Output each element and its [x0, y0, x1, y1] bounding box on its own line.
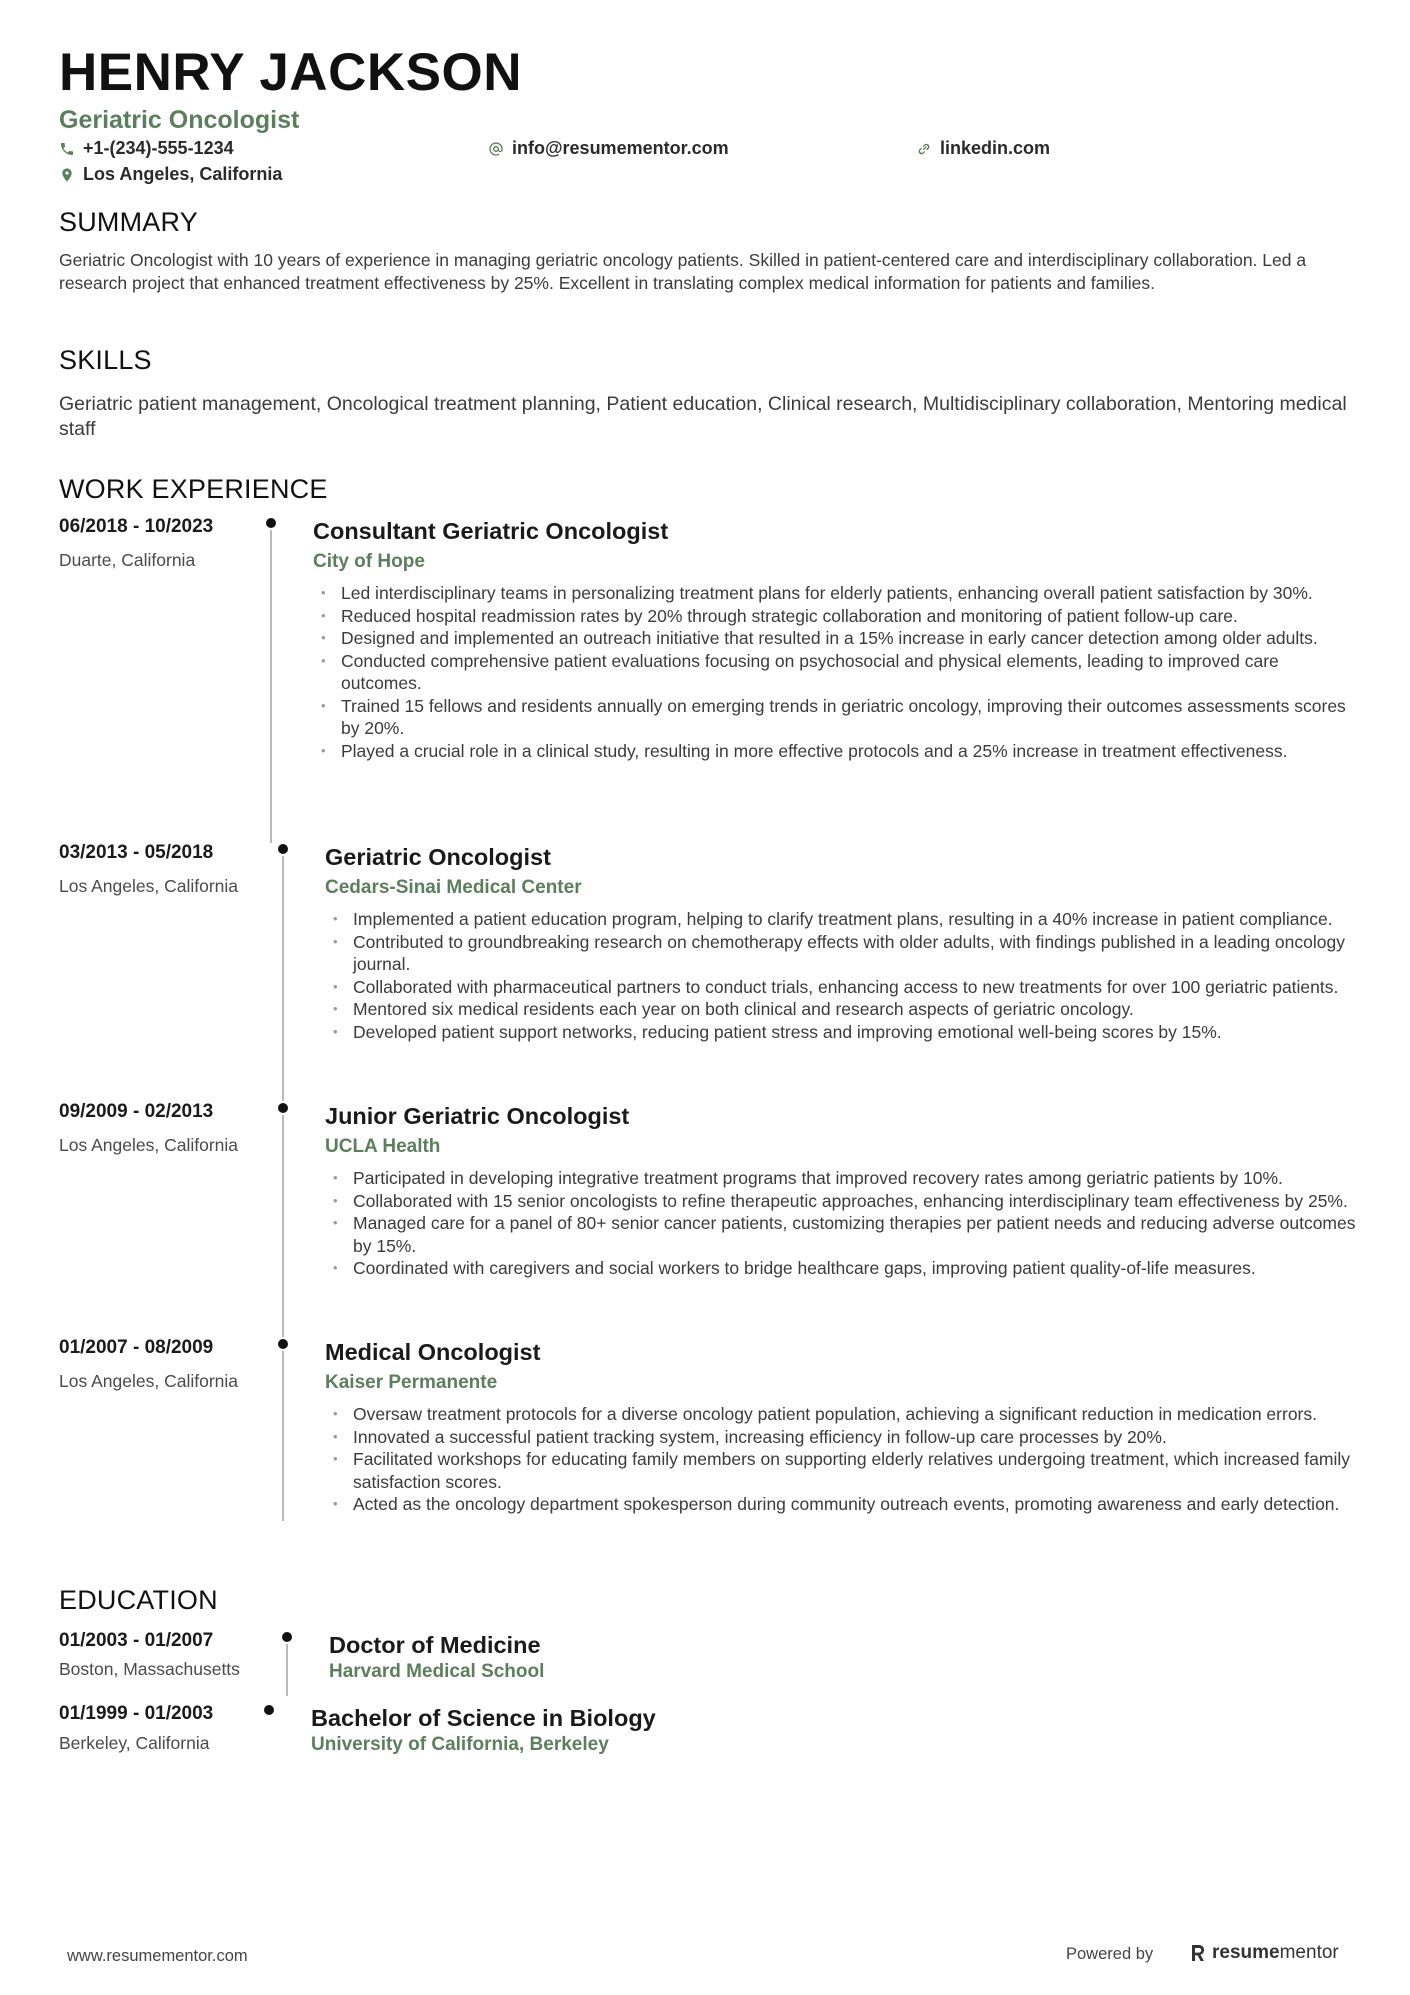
job-bullet: • Innovated a successful patient tracking system, increasing efficiency in follow-up care processes by 20%.	[325, 1426, 1359, 1449]
job-bullet: • Contributed to groundbreaking research on chemotherapy effects with older adults, with findings published in a leading oncology journal.	[325, 931, 1359, 976]
job-bullet: • Reduced hospital readmission rates by 20% through strategic collaboration and monitoring of patient follow-up care.	[313, 605, 1359, 628]
job-location: Los Angeles, California	[59, 1135, 238, 1155]
link-icon	[916, 141, 932, 157]
timeline-dot	[278, 1103, 288, 1113]
skills-text: Geriatric patient management, Oncological treatment planning, Patient education, Clinical research, Multidisciplinary collaboration, Mentoring medical staff	[59, 393, 1347, 440]
timeline-dot	[266, 518, 276, 528]
education-degree: Doctor of Medicine	[329, 1632, 541, 1658]
phone-icon	[59, 141, 75, 157]
location-pin-icon	[59, 167, 75, 183]
job-bullet: • Managed care for a panel of 80+ senior cancer patients, customizing therapies per patient needs and reducing adverse outcomes by 15%.	[325, 1212, 1359, 1257]
job-bullet: • Mentored six medical residents each year on both clinical and research aspects of geriatric oncology.	[325, 998, 1359, 1021]
job-title: Geriatric Oncologist	[325, 844, 551, 870]
job-company: Kaiser Permanente	[325, 1372, 498, 1393]
education-details	[329, 1630, 1359, 1684]
education-location: Boston, Massachusetts	[59, 1659, 240, 1679]
at-sign-icon	[488, 141, 504, 157]
job-bullet: • Trained 15 fellows and residents annually on emerging trends in geriatric oncology, improving their outcomes assessments scores by 20%.	[313, 695, 1359, 740]
resumementor-logo-icon	[1190, 1943, 1206, 1963]
job-company: City of Hope	[313, 551, 425, 572]
job-bullets	[325, 908, 1359, 1043]
footer-brand-logo[interactable]	[1190, 1942, 1339, 1964]
summary-text: Geriatric Oncologist with 10 years of experience in managing geriatric oncology patients. Skilled in patient-centered care and interdisciplinary collaboration. Led a research project that enhanced treatment effectiveness by 25%. Excellent in translating complex medical information for patients and families.	[59, 250, 1307, 293]
phone-text: +1-(234)-555-1234	[83, 138, 234, 158]
education-location: Berkeley, California	[59, 1733, 210, 1753]
job-bullet: • Played a crucial role in a clinical study, resulting in more effective protocols and a 25% increase in treatment effectiveness.	[313, 740, 1359, 763]
education-degree: Bachelor of Science in Biology	[311, 1705, 656, 1731]
brand-light: mentor	[1279, 1942, 1339, 1963]
linkedin-text: linkedin.com	[940, 138, 1051, 158]
timeline-line	[282, 856, 284, 1101]
job-bullet: • Collaborated with 15 senior oncologists to refine therapeutic approaches, enhancing interdisciplinary team effectiveness by 25%.	[325, 1190, 1359, 1213]
timeline-line	[282, 1115, 284, 1337]
contact-email[interactable]	[488, 138, 729, 159]
timeline-line	[270, 530, 272, 843]
job-bullet: • Designed and implemented an outreach initiative that resulted in a 15% increase in early cancer detection among older adults.	[313, 627, 1359, 650]
job-bullet: • Conducted comprehensive patient evaluations focusing on psychosocial and physical elements, leading to improved care outcomes.	[313, 650, 1359, 695]
job-bullet: • Coordinated with caregivers and social workers to bridge healthcare gaps, improving patient quality-of-life measures.	[325, 1257, 1359, 1280]
timeline-dot	[282, 1632, 292, 1642]
job-company: UCLA Health	[325, 1136, 441, 1157]
summary-heading: SUMMARY	[59, 207, 198, 237]
timeline-dot	[278, 844, 288, 854]
experience-heading: WORK EXPERIENCE	[59, 474, 328, 504]
education-school: University of California, Berkeley	[311, 1734, 609, 1755]
job-bullet: • Facilitated workshops for educating family members on supporting elderly relatives undergoing treatment, which increased family satisfaction scores.	[325, 1448, 1359, 1493]
job-dates: 09/2009 - 02/2013	[59, 1101, 214, 1122]
job-dates: 06/2018 - 10/2023	[59, 516, 214, 537]
job-location: Duarte, California	[59, 550, 196, 570]
job-bullet: • Oversaw treatment protocols for a diverse oncology patient population, achieving a significant reduction in medication errors.	[325, 1403, 1359, 1426]
timeline-line	[286, 1644, 288, 1696]
candidate-name: HENRY JACKSON	[59, 43, 522, 102]
timeline-dot	[264, 1705, 274, 1715]
education-dates: 01/2003 - 01/2007	[59, 1630, 214, 1651]
job-company: Cedars-Sinai Medical Center	[325, 877, 582, 898]
skills-heading: SKILLS	[59, 345, 152, 375]
contact-location	[59, 164, 282, 185]
contact-phone	[59, 138, 234, 159]
job-details	[325, 1337, 1359, 1516]
footer-powered-by: Powered by	[1066, 1945, 1154, 1963]
job-bullets	[325, 1167, 1359, 1280]
job-bullets	[313, 582, 1359, 762]
job-title: Consultant Geriatric Oncologist	[313, 518, 669, 544]
job-dates: 01/2007 - 08/2009	[59, 1337, 214, 1358]
education-heading: EDUCATION	[59, 1585, 218, 1615]
job-bullet: • Acted as the oncology department spokesperson during community outreach events, promoting awareness and early detection.	[325, 1493, 1359, 1516]
candidate-role: Geriatric Oncologist	[59, 106, 300, 134]
job-details	[313, 516, 1359, 762]
job-bullet: • Led interdisciplinary teams in personalizing treatment plans for elderly patients, enhancing overall patient satisfaction by 30%.	[313, 582, 1359, 605]
job-details	[325, 1101, 1359, 1280]
job-bullets	[325, 1403, 1359, 1516]
job-bullet: • Developed patient support networks, reducing patient stress and improving emotional well-being scores by 15%.	[325, 1021, 1359, 1044]
email-text: info@resumementor.com	[512, 138, 729, 158]
education-dates: 01/1999 - 01/2003	[59, 1703, 214, 1724]
footer-website[interactable]: www.resumementor.com	[67, 1947, 248, 1965]
job-bullet: • Participated in developing integrative treatment programs that improved recovery rates among geriatric patients by 10%.	[325, 1167, 1359, 1190]
job-bullet: • Collaborated with pharmaceutical partners to conduct trials, enhancing access to new treatments for over 100 geriatric patients.	[325, 976, 1359, 999]
education-school: Harvard Medical School	[329, 1661, 545, 1682]
job-location: Los Angeles, California	[59, 876, 238, 896]
timeline-dot	[278, 1339, 288, 1349]
education-details	[311, 1703, 1359, 1757]
job-details	[325, 842, 1359, 1043]
job-bullet: • Implemented a patient education program, helping to clarify treatment plans, resulting in a 40% increase in patient compliance.	[325, 908, 1359, 931]
brand-bold: resume	[1212, 1942, 1280, 1963]
job-title: Junior Geriatric Oncologist	[325, 1103, 630, 1129]
location-text: Los Angeles, California	[83, 164, 283, 184]
timeline-line	[282, 1351, 284, 1521]
job-location: Los Angeles, California	[59, 1371, 238, 1391]
job-title: Medical Oncologist	[325, 1339, 541, 1365]
job-dates: 03/2013 - 05/2018	[59, 842, 214, 863]
contact-linkedin[interactable]	[916, 138, 1050, 159]
